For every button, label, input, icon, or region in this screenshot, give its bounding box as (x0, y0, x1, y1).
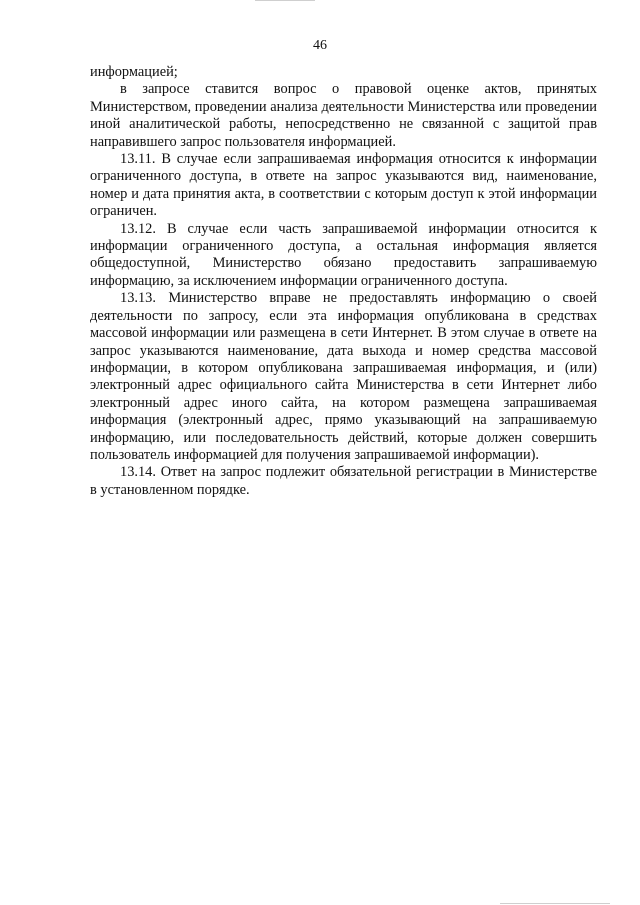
paragraph-13-12: 13.12. В случае если часть запрашиваемой информации относится к информации ограниченного доступа, а остальная информация является общедоступной, Министерство обязано предоставить запрашиваемую информацию, за исключением информации ограниченного доступа. (90, 220, 597, 289)
paragraph-13-11: 13.11. В случае если запрашиваемая информация относится к информации ограниченного доступа, в ответе на запрос указываются вид, наименование, номер и дата принятия акта, в соответствии с которым доступ к этой информации ограничен. (90, 151, 597, 220)
paragraph-continuation: информацией; (90, 64, 178, 80)
page-number: 46 (313, 38, 327, 53)
paragraph-list-item: в запросе ставится вопрос о правовой оценке актов, принятых Министерством, проведении анализа деятельности Министерства или проведении иной аналитической работы, непосредственно не связанной с защитой прав направившего запрос пользователя информацией. (90, 81, 597, 150)
scan-edge-mark-bottom (500, 903, 610, 904)
paragraph-13-14: 13.14. Ответ на запрос подлежит обязательной регистрации в Министерстве в установленном порядке. (90, 464, 597, 498)
document-body (90, 64, 597, 499)
scan-edge-mark-top (255, 0, 315, 1)
paragraph-13-13: 13.13. Министерство вправе не предоставлять информацию о своей деятельности по запросу, если эта информация опубликована в средствах массовой информации или размещена в сети Интернет. В этом случае в ответе на запрос указываются наименование, дата выхода и номер средства массовой информации, в котором опубликована запрашиваемая информация, и (или) электронный адрес официального сайта Министерства в сети Интернет либо электронный адрес иного сайта, на котором размещена запрашиваемая информация (электронный адрес, прямо указывающий на запрашиваемую информацию, или последовательность действий, которые должен совершить пользователь информацией для получения запрашиваемой информации). (90, 290, 597, 463)
